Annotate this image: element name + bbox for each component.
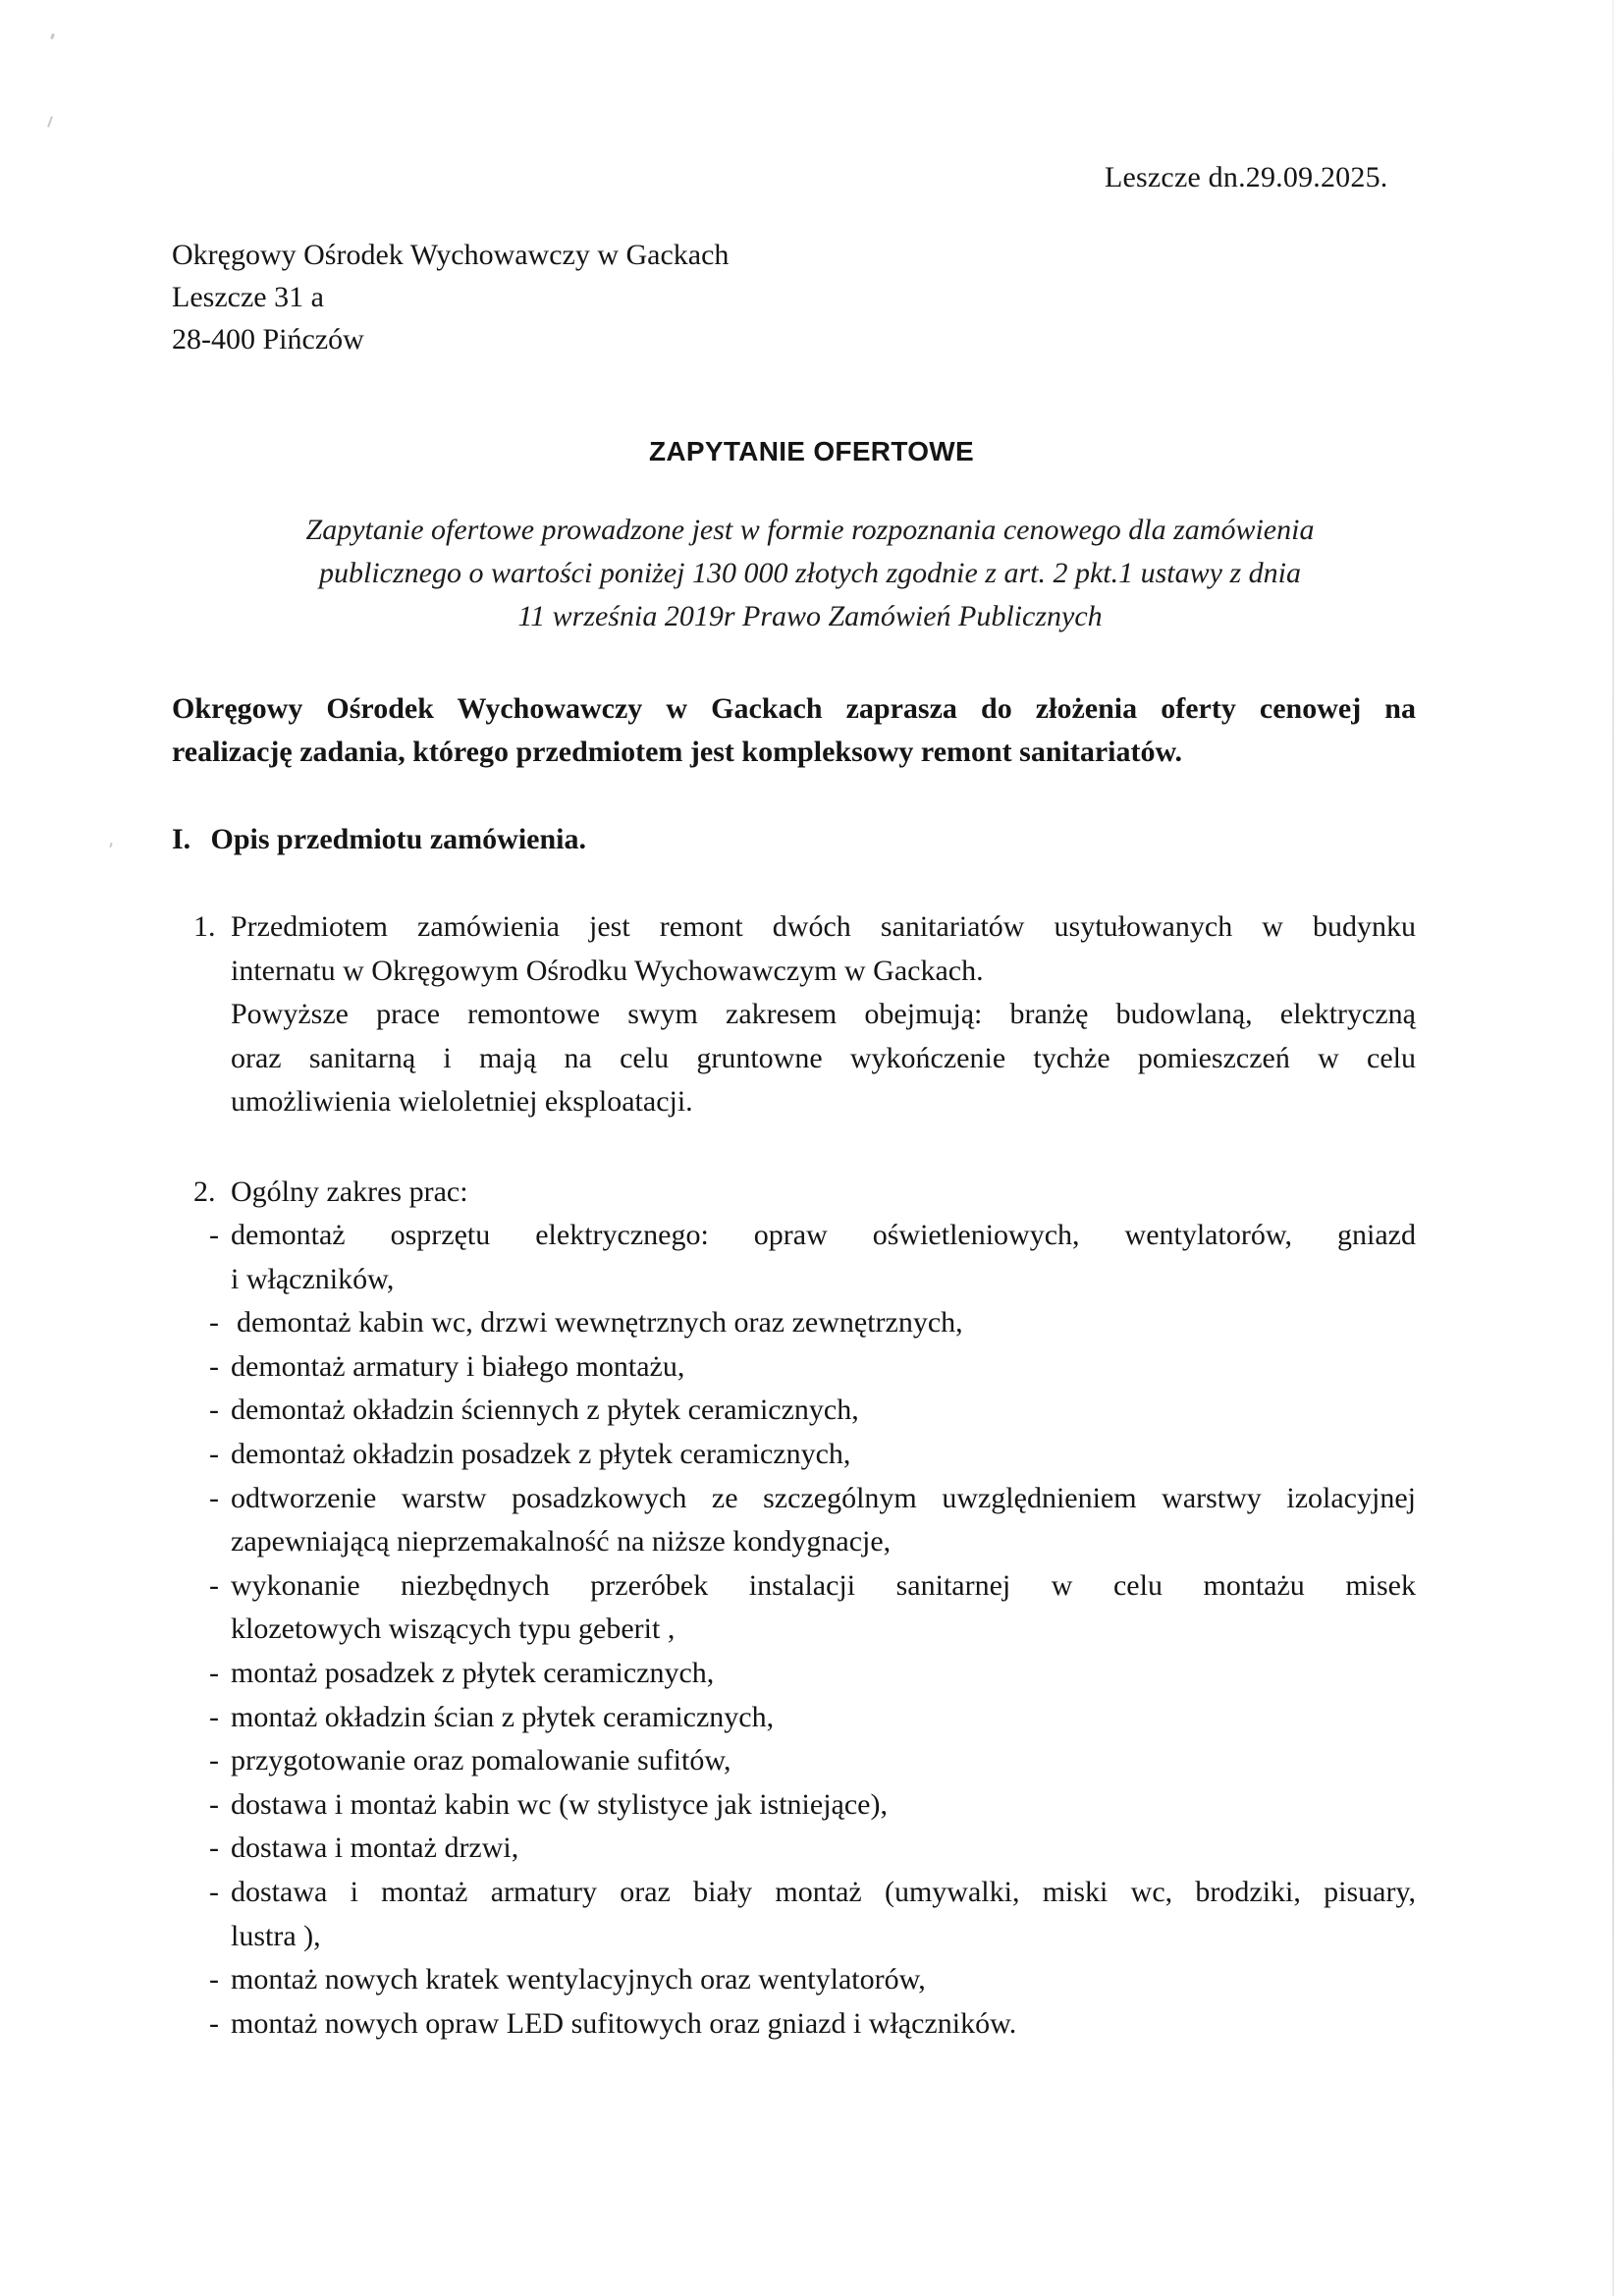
scope-list-item: [209, 1477, 1416, 1564]
invitation-line: Okręgowy Ośrodek Wychowawczy w Gackach zaprasza do złożenia oferty cenowej na: [172, 692, 1416, 725]
scope-item-line: demontaż armatury i białego montażu,: [231, 1349, 685, 1383]
scope-item-line: i włączników,: [231, 1262, 395, 1295]
scope-item-line: demontaż kabin wc, drzwi wewnętrznych oraz zewnętrznych,: [237, 1306, 963, 1339]
scope-item-text: [231, 1389, 1416, 1433]
scope-list-item: [209, 1345, 1416, 1390]
sender-postal-city: 28-400 Pińczów: [172, 323, 364, 355]
item-line: internatu w Okręgowym Ośrodku Wychowawczym w Gackach.: [231, 954, 984, 987]
scope-list-item: [209, 1301, 1416, 1345]
list-dash: -: [209, 1568, 219, 1602]
section-heading: [172, 823, 586, 856]
legal-basis-line: publicznego o wartości poniżej 130 000 złotych zgodnie z art. 2 pkt.1 ustawy z dnia: [319, 557, 1301, 589]
scope-list-item: [209, 1652, 1416, 1696]
scope-item-line: montaż nowych opraw LED sufitowych oraz gniazd i włączników.: [231, 2006, 1017, 2040]
scope-list-item: [209, 1696, 1416, 1740]
item-line: umożliwienia wieloletniej eksploatacji.: [231, 1085, 693, 1118]
numbered-item: [193, 905, 1416, 1124]
list-dash: -: [209, 2006, 219, 2040]
item-number: 1.: [193, 910, 216, 943]
list-dash: -: [209, 1481, 219, 1514]
list-dash: -: [209, 1656, 219, 1689]
list-dash: -: [209, 1394, 219, 1427]
list-dash: -: [209, 1787, 219, 1821]
invitation-paragraph: [172, 687, 1416, 774]
scope-item-line: dostawa i montaż armatury oraz biały montaż (umywalki, miski wc, brodziki, pisuary,: [231, 1875, 1416, 1908]
scope-item-line: wykonanie niezbędnych przeróbek instalacji sanitarnej w celu montażu misek: [231, 1568, 1416, 1602]
scope-item-text: [231, 1783, 1416, 1828]
scope-item-line: montaż posadzek z płytek ceramicznych,: [231, 1656, 715, 1689]
item-line: Powyższe prace remontowe swym zakresem obejmują: branżę budowlaną, elektryczną: [231, 998, 1416, 1030]
scope-item-line: demontaż okładzin posadzek z płytek ceramicznych,: [231, 1437, 851, 1470]
legal-basis-line: Zapytanie ofertowe prowadzone jest w formie rozpoznania cenowego dla zamówienia: [305, 514, 1315, 546]
scope-item-line: dostawa i montaż kabin wc (w stylistyce jak istniejące),: [231, 1787, 888, 1821]
scope-item-line: montaż okładzin ścian z płytek ceramicznych,: [231, 1700, 775, 1733]
scope-item-line: demontaż osprzętu elektrycznego: opraw oświetleniowych, wentylatorów, gniazd: [231, 1219, 1416, 1251]
document-title: ZAPYTANIE OFERTOWE: [648, 436, 975, 466]
item-body: [231, 905, 1416, 1124]
item-number: 2.: [193, 1175, 216, 1208]
scan-speck: [50, 33, 55, 40]
scope-item-text: [231, 1564, 1416, 1652]
scan-speck: [109, 843, 113, 847]
scope-list-item: [209, 1564, 1416, 1652]
scope-item-text: [231, 1958, 1416, 2002]
scope-item-line: montaż nowych kratek wentylacyjnych oraz wentylatorów,: [231, 1963, 926, 1996]
invitation-line: realizację zadania, którego przedmiotem jest kompleksowy remont sanitariatów.: [172, 736, 1183, 768]
item-body: [231, 1171, 1416, 1215]
scope-item-text: [237, 1301, 1416, 1345]
scope-list-item: [209, 1871, 1416, 1958]
scope-item-text: [231, 1433, 1416, 1477]
document-date: Leszcze dn.29.09.2025.: [1105, 161, 1388, 193]
sender-name: Okręgowy Ośrodek Wychowawczy w Gackach: [172, 239, 730, 271]
scope-item-line: demontaż okładzin ściennych z płytek ceramicznych,: [231, 1394, 859, 1427]
section-title: Opis przedmiotu zamówienia.: [210, 823, 586, 855]
legal-basis-paragraph: [226, 509, 1394, 638]
scope-item-text: [231, 2002, 1416, 2047]
legal-basis-line: 11 września 2019r Prawo Zamówień Publicznych: [517, 600, 1103, 632]
list-dash: -: [209, 1744, 219, 1777]
scope-item-text: [231, 1696, 1416, 1740]
scope-item-line: klozetowych wiszących typu geberit ,: [231, 1613, 676, 1646]
list-dash: -: [209, 1831, 219, 1865]
list-dash: -: [209, 1349, 219, 1383]
scanner-edge-artifact: [1612, 0, 1614, 2296]
sender-street: Leszcze 31 a: [172, 281, 324, 313]
sender-address-block: [172, 234, 729, 360]
scope-item-text: [231, 1871, 1416, 1958]
scope-item-text: [231, 1652, 1416, 1696]
scope-item-line: zapewniającą nieprzemakalność na niższe kondygnacje,: [231, 1525, 892, 1558]
scope-list-item: [209, 1783, 1416, 1828]
numbered-item: [193, 1171, 1416, 1215]
scan-speck: [47, 116, 53, 128]
scope-list-item: [209, 1214, 1416, 1301]
scope-item-line: przygotowanie oraz pomalowanie sufitów,: [231, 1744, 731, 1777]
item-line: Ogólny zakres prac:: [231, 1175, 468, 1208]
scope-item-line: dostawa i montaż drzwi,: [231, 1831, 519, 1865]
scope-item-text: [231, 1739, 1416, 1783]
scope-item-line: odtworzenie warstw posadzkowych ze szczególnym uwzględnieniem warstwy izolacyjnej: [231, 1481, 1416, 1514]
scope-item-text: [231, 1477, 1416, 1564]
list-dash: -: [209, 1700, 219, 1733]
list-dash: -: [209, 1875, 219, 1908]
list-dash: -: [209, 1306, 219, 1339]
scope-list-item: [209, 1433, 1416, 1477]
item-line: Przedmiotem zamówienia jest remont dwóch sanitariatów usytułowanych w budynku: [231, 910, 1416, 943]
scope-item-line: lustra ),: [231, 1919, 321, 1952]
scope-item-text: [231, 1827, 1416, 1871]
scope-item-text: [231, 1345, 1416, 1390]
scope-list-item: [209, 2002, 1416, 2047]
list-dash: -: [209, 1963, 219, 1996]
scope-list-item: [209, 1739, 1416, 1783]
section-number: I.: [172, 823, 191, 855]
scope-list-item: [209, 1958, 1416, 2002]
item-line: oraz sanitarną i mają na celu gruntowne wykończenie tychże pomieszczeń w celu: [231, 1041, 1416, 1074]
scope-list-item: [209, 1389, 1416, 1433]
list-dash: -: [209, 1219, 219, 1251]
scope-item-text: [231, 1214, 1416, 1301]
scope-list-item: [209, 1827, 1416, 1871]
list-dash: -: [209, 1437, 219, 1470]
scope-of-work-list: [209, 1214, 1416, 2046]
